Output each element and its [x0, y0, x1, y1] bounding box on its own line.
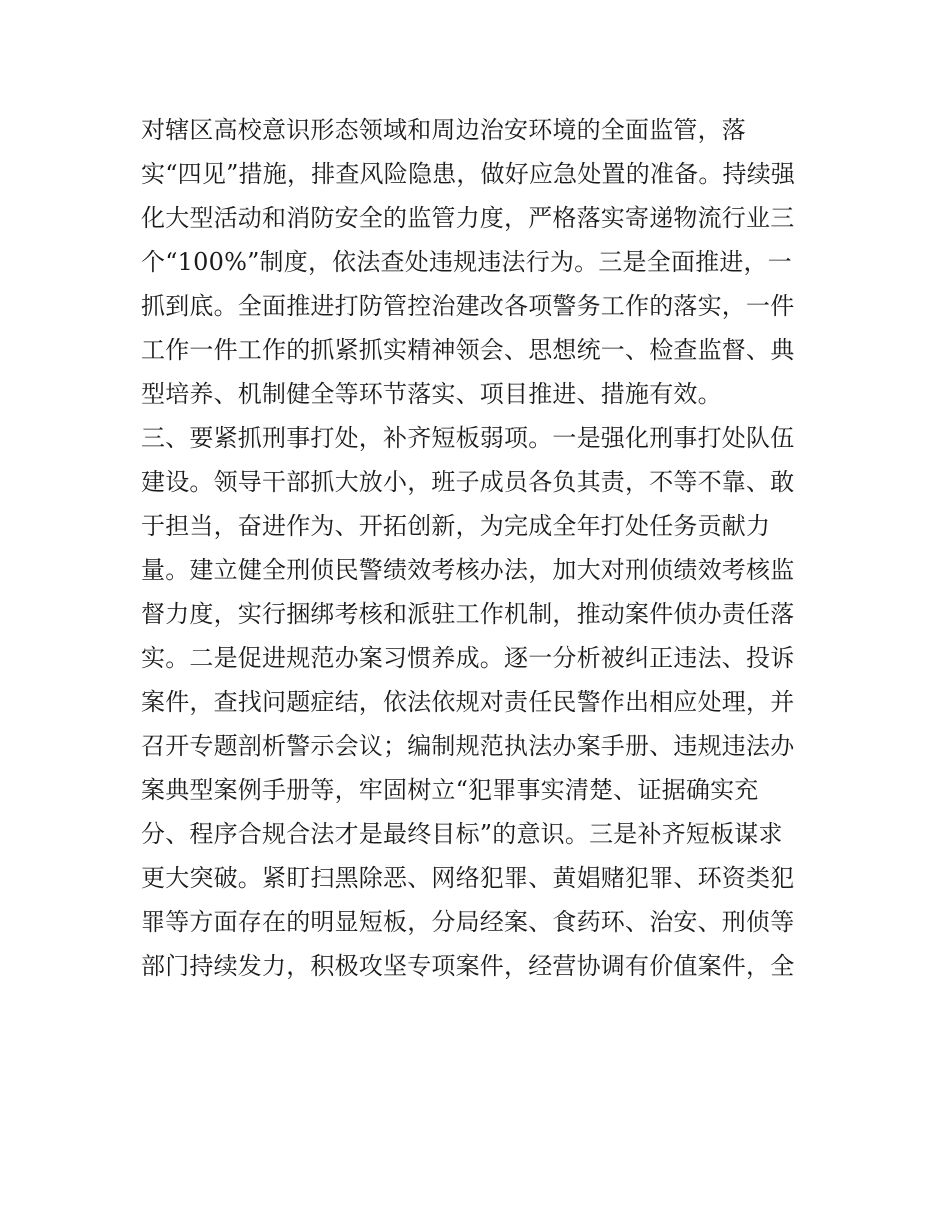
text-line: 实。二是促进规范办案习惯养成。逐一分析被纠正违法、投诉: [141, 644, 795, 672]
text-line: 个“100%”制度，依法查处违规违法行为。三是全面推进，一: [141, 248, 792, 276]
text-line: 量。建立健全刑侦民警绩效考核办法，加大对刑侦绩效考核监: [141, 556, 795, 584]
text-line: 抓到底。全面推进打防管控治建改各项警务工作的落实，一件: [141, 292, 795, 320]
text-line: 对辖区高校意识形态领域和周边治安环境的全面监管，落: [141, 116, 746, 144]
text-line: 工作一件工作的抓紧抓实精神领会、思想统一、检查监督、典: [141, 336, 795, 364]
text-line: 案件，查找问题症结，依法依规对责任民警作出相应处理，并: [141, 688, 795, 716]
text-line: 分、程序合规合法才是最终目标”的意识。三是补齐短板谋求: [141, 820, 783, 848]
text-line: 型培养、机制健全等环节落实、项目推进、措施有效。: [141, 380, 722, 408]
text-line: 部门持续发力，积极攻坚专项案件，经营协调有价值案件，全: [141, 952, 795, 980]
text-line: 建设。领导干部抓大放小，班子成员各负其责，不等不靠、敢: [141, 468, 795, 496]
text-line: 化大型活动和消防安全的监管力度，严格落实寄递物流行业三: [141, 204, 795, 232]
section-heading-line: 三、要紧抓刑事打处，补齐短板弱项。一是强化刑事打处队伍: [141, 424, 795, 452]
body-text: [141, 108, 821, 988]
text-line: 于担当，奋进作为、开拓创新，为完成全年打处任务贡献力: [141, 512, 771, 540]
text-line: 实“四见”措施，排查风险隐患，做好应急处置的准备。持续强: [141, 160, 796, 188]
text-line: 罪等方面存在的明显短板，分局经案、食药环、治安、刑侦等: [141, 908, 795, 936]
text-line: 召开专题剖析警示会议；编制规范执法办案手册、违规违法办: [141, 732, 795, 760]
text-line: 更大突破。紧盯扫黑除恶、网络犯罪、黄娼赌犯罪、环资类犯: [141, 864, 795, 892]
text-line: 案典型案例手册等，牢固树立“犯罪事实清楚、证据确实充: [141, 776, 759, 804]
text-line: 督力度，实行捆绑考核和派驻工作机制，推动案件侦办责任落: [141, 600, 795, 628]
